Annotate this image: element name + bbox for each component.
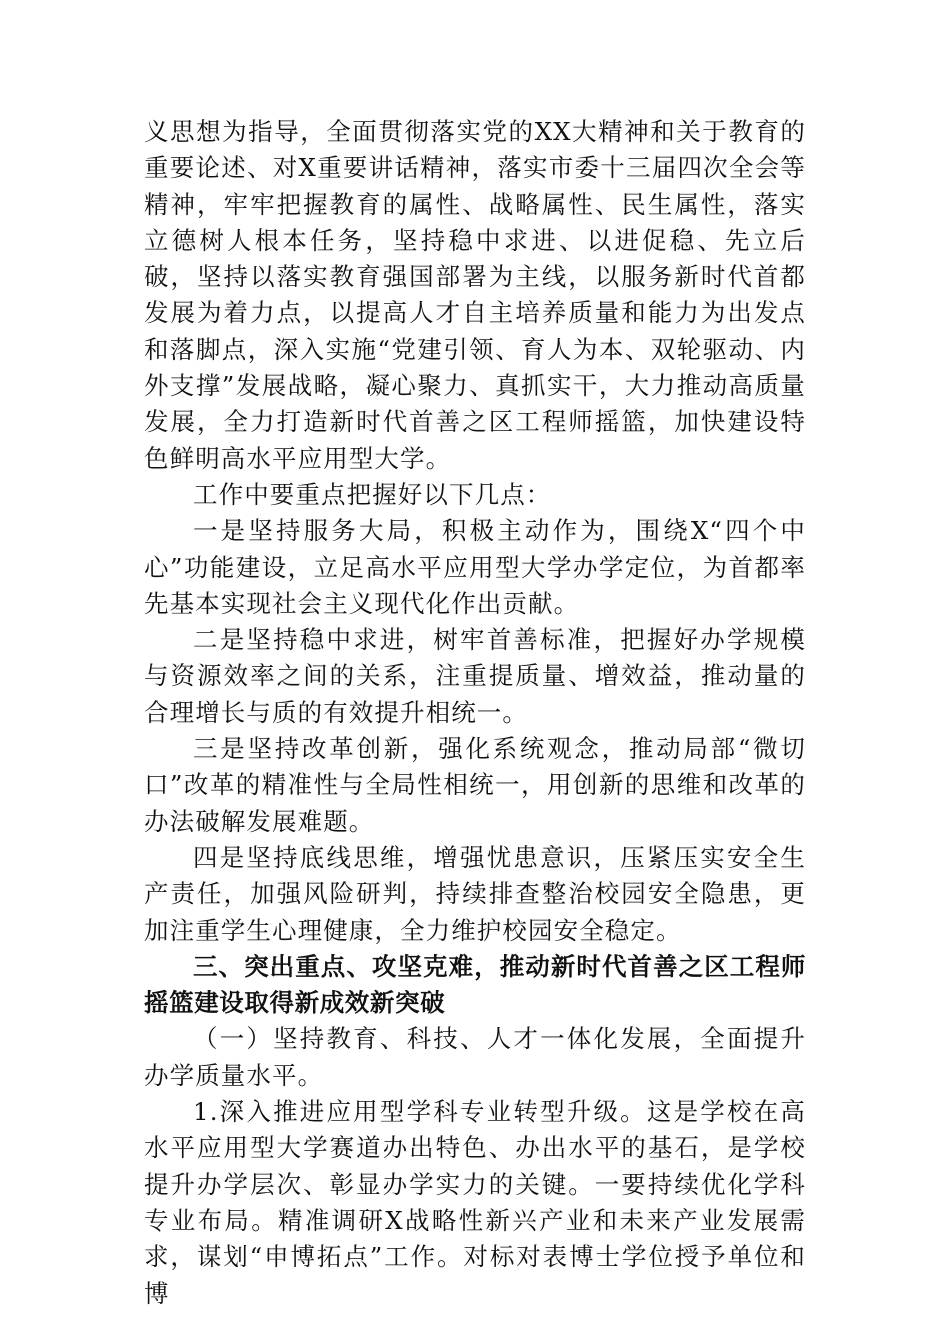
paragraph-guiding-ideology: 义思想为指导，全面贯彻落实党的XX大精神和关于教育的重要论述、对X重要讲话精神，落实市委十三届四次全会等精神，牢牢把握教育的属性、战略属性、民生属性，落实立德树人根本任务，坚持稳中求进、以进促稳、先立后破，坚持以落实教育强国部署为主线，以服务新时代首都发展为着力点，以提高人才自主培养质量和能力为出发点和落脚点，深入实施“党建引领、育人为本、双轮驱动、内外支撑”发展战略，凝心聚力、真抓实干，大力推动高质量发展，全力打造新时代首善之区工程师摇篮，加快建设特色鲜明高水平应用型大学。 bbox=[144, 117, 806, 473]
paragraph-point-two: 二是坚持稳中求进，树牢首善标准，把握好办学规模与资源效率之间的关系，注重提质量、增效益，推动量的合理增长与质的有效提升相统一。 bbox=[144, 625, 806, 727]
paragraph-item-one: 1.深入推进应用型学科专业转型升级。这是学校在高水平应用型大学赛道办出特色、办出水平的基石，是学校提升办学层次、彰显办学实力的关键。一要持续优化学科专业布局。精准调研X战略性新兴产业和未来产业发展需求，谋划“申博拓点”工作。对标对表博士学位授予单位和博 bbox=[144, 1097, 806, 1308]
subsection-heading-one: （一）坚持教育、科技、人才一体化发展，全面提升办学质量水平。 bbox=[144, 1024, 806, 1090]
paragraph-point-four: 四是坚持底线思维，增强忧患意识，压紧压实安全生产责任，加强风险研判，持续排查整治校园安全隐患，更加注重学生心理健康，全力维护校园安全稳定。 bbox=[144, 842, 806, 945]
section-heading-three: 三、突出重点、攻坚克难，推动新时代首善之区工程师摇篮建设取得新成效新突破 bbox=[144, 951, 806, 1018]
paragraph-point-three: 三是坚持改革创新，强化系统观念，推动局部“微切口”改革的精准性与全局性相统一，用创新的思维和改革的办法破解发展难题。 bbox=[144, 734, 806, 836]
document-body bbox=[144, 114, 806, 1312]
paragraph-key-points-intro: 工作中要重点把握好以下几点： bbox=[193, 479, 552, 509]
paragraph-point-one: 一是坚持服务大局，积极主动作为，围绕X“四个中心”功能建设，立足高水平应用型大学办学定位，为首都率先基本实现社会主义现代化作出贡献。 bbox=[144, 516, 806, 618]
